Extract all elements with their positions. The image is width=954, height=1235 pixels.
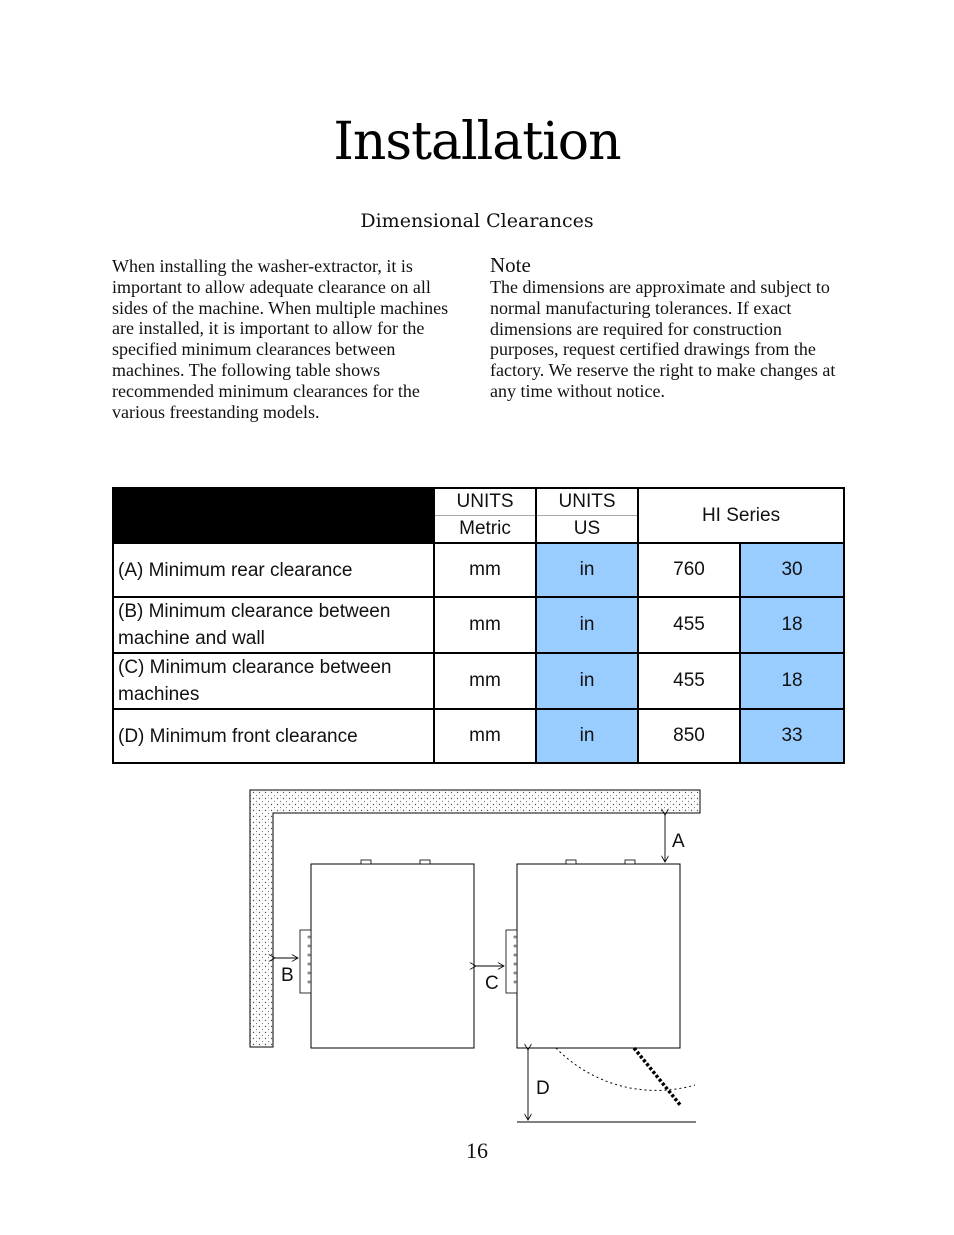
table-header-row (113, 488, 844, 516)
us-subheader: US (536, 516, 638, 544)
row-label: (C) Minimum clearance between machines (113, 653, 434, 709)
label-b: B (281, 965, 294, 986)
note-paragraph: The dimensions are approximate and subject to normal manufacturing tolerances. If exact dimensions are required for construction purposes, request certified drawings from the factory. We reserve the right to make changes at any time without notice. (490, 277, 836, 401)
units-us-header: UNITS (536, 488, 638, 516)
us-unit-cell: in (536, 597, 638, 653)
dimension-b (275, 958, 298, 986)
label-d: D (536, 1078, 550, 1099)
machine-right (506, 860, 695, 1106)
us-value-cell: 30 (740, 543, 844, 597)
intro-column (112, 256, 462, 422)
page-number: 16 (466, 1138, 488, 1163)
metric-subheader: Metric (434, 516, 536, 544)
metric-unit-cell: mm (434, 597, 536, 653)
header-blank-cell (113, 488, 434, 543)
metric-unit-cell: mm (434, 543, 536, 597)
us-value-cell: 18 (740, 597, 844, 653)
dimension-a (665, 815, 685, 862)
dimension-d (517, 1050, 696, 1122)
us-value-cell: 18 (740, 653, 844, 709)
clearance-diagram (240, 785, 710, 1130)
row-label: (D) Minimum front clearance (113, 709, 434, 763)
metric-value-cell: 455 (638, 597, 740, 653)
intro-paragraph: When installing the washer-extractor, it is important to allow adequate clearance on all sides of the machine. When multiple machines are installed, it is important to allow for the specified minimum clearances between machines. The following table shows recommended minimum clearances for the various freestanding models. (112, 256, 449, 422)
table-row (113, 653, 844, 709)
us-unit-cell: in (536, 709, 638, 763)
metric-value-cell: 760 (638, 543, 740, 597)
label-a: A (672, 831, 685, 852)
metric-value-cell: 850 (638, 709, 740, 763)
series-header: HI Series (638, 488, 844, 543)
metric-unit-cell: mm (434, 653, 536, 709)
table-row (113, 709, 844, 763)
clearance-table (112, 487, 845, 764)
label-c: C (485, 973, 499, 994)
us-value-cell: 33 (740, 709, 844, 763)
metric-value-cell: 455 (638, 653, 740, 709)
section-subtitle: Dimensional Clearances (360, 210, 594, 232)
dimension-c (476, 966, 504, 994)
us-unit-cell: in (536, 653, 638, 709)
page-title: Installation (333, 112, 621, 172)
note-heading: Note (490, 253, 531, 277)
table-row (113, 543, 844, 597)
note-column (490, 253, 842, 402)
row-label: (A) Minimum rear clearance (113, 543, 434, 597)
us-unit-cell: in (536, 543, 638, 597)
row-label: (B) Minimum clearance between machine and wall (113, 597, 434, 653)
metric-unit-cell: mm (434, 709, 536, 763)
table-row (113, 597, 844, 653)
units-metric-header: UNITS (434, 488, 536, 516)
machine-left (300, 860, 474, 1048)
